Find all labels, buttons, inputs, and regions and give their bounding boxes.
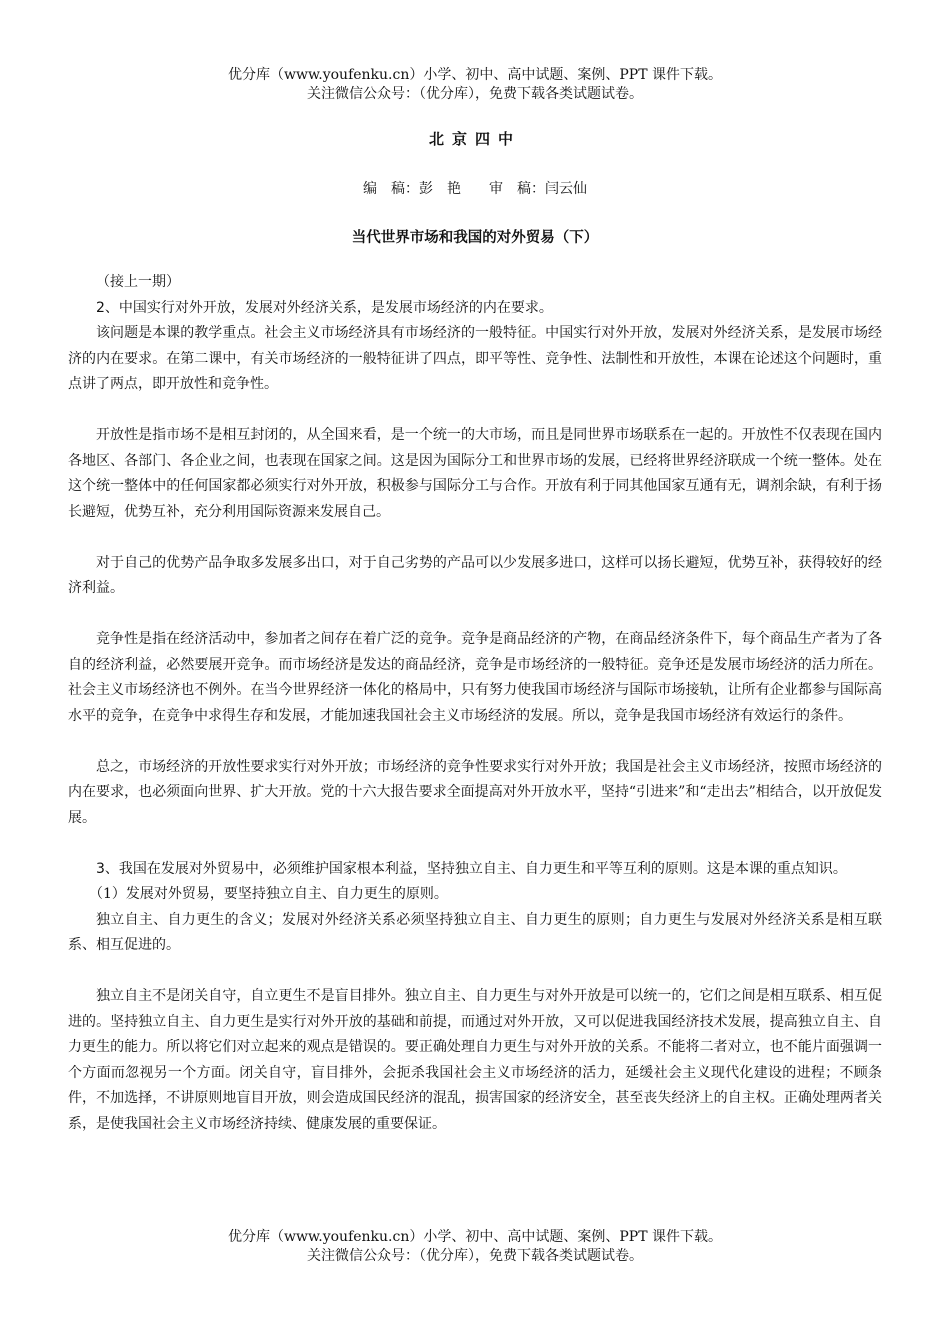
subsection-heading: （1）发展对外贸易，要坚持独立自主、自力更生的原则。 — [89, 886, 448, 902]
paragraph: 该问题是本课的教学重点。社会主义市场经济具有市场经济的一般特征。中国实行对外开放，发展对外经济关系，是发展市场经济的内在要求。在第二课中，有关市场经济的一般特征讲了四点，即平等性、竞争性、法制性和开放性，本课在论述这个问题时，重点讲了两点，即开放性和竞争性。 — [68, 325, 882, 392]
section-heading: 2、中国实行对外开放，发展对外经济关系，是发展市场经济的内在要求。 — [96, 299, 553, 316]
footer-line-1: 优分库（www.youfenku.cn）小学、初中、高中试题、案例、PPT 课件下载。 — [227, 1229, 722, 1245]
section-heading: 3、我国在发展对外贸易中，必须维护国家根本利益，坚持独立自主、自力更生和平等互利的原则。这是本课的重点知识。 — [96, 860, 847, 877]
paragraph: 总之，市场经济的开放性要求实行对外开放；市场经济的竞争性要求实行对外开放；我国是社会主义市场经济，按照市场经济的内在要求，也必须面向世界、扩大开放。党的十六大报告要求全面提高对外开放水平，坚持“引进来”和“走出去”相结合，以开放促发展。 — [68, 758, 882, 826]
article-body — [68, 270, 882, 1137]
paragraph: 独立自主、自力更生的含义；发展对外经济关系必须坚持独立自主、自力更生的原则；自力更生与发展对外经济关系是相互联系、相互促进的。 — [68, 911, 882, 953]
footer-line-2: 关注微信公众号：（优分库），免费下载各类试题试卷。 — [307, 1248, 643, 1264]
page-header — [0, 66, 950, 104]
paragraph: 开放性是指市场不是相互封闭的，从全国来看，是一个统一的大市场，而且是同世界市场联系在一起的。开放性不仅表现在国内各地区、各部门、各企业之间，也表现在国家之间。这是因为国际分工和世界市场的发展，已经将世界经济联成一个统一整体。处在这个统一整体中的任何国家都必须实行对外开放，积极参与国际分工与合作。开放有利于同其他国家互通有无，调剂余缺，有利于扬长避短，优势互补，充分利用国际资源来发展自己。 — [68, 427, 882, 520]
paragraph: （接上一期） — [96, 274, 180, 290]
header-line-2: 关注微信公众号：（优分库），免费下载各类试题试卷。 — [307, 86, 643, 102]
paragraph: 竞争性是指在经济活动中，参加者之间存在着广泛的竞争。竞争是商品经济的产物，在商品经济条件下，每个商品生产者为了各自的经济利益，必然要展开竞争。而市场经济是发达的商品经济，竞争是市场经济的一般特征。竞争还是发展市场经济的活力所在。社会主义市场经济也不例外。在当今世界经济一体化的格局中，只有努力使我国市场经济与国际市场接轨，让所有企业都参与国际高水平的竞争，在竞争中求得生存和发展，才能加速我国社会主义市场经济的发展。所以，竞争是我国市场经济有效运行的条件。 — [68, 631, 882, 724]
paragraph: 独立自主不是闭关自守，自立更生不是盲目排外。独立自主、自力更生与对外开放是可以统一的，它们之间是相互联系、相互促进的。坚持独立自主、自力更生是实行对外开放的基础和前提，而通过对外开放，又可以促进我国经济技术发展，提高独立自主、自力更生的能力。所以将它们对立起来的观点是错误的。要正确处理自力更生与对外开放的关系。不能将二者对立，也不能片面强调一个方面而忽视另一个方面。闭关自守，盲目排外，会扼杀我国社会主义市场经济的活力，延缓社会主义现代化建设的进程；不顾条件，不加选择，不讲原则地盲目开放，则会造成国民经济的混乱，损害国家的经济安全，甚至丧失经济上的自主权。正确处理两者关系，是使我国社会主义市场经济持续、健康发展的重要保证。 — [68, 988, 882, 1132]
page-footer — [0, 1228, 950, 1266]
article-title: 当代世界市场和我国的对外贸易（下） — [351, 230, 599, 246]
school-name: 北京四中 — [428, 130, 521, 148]
paragraph: 对于自己的优势产品争取多发展多出口，对于自己劣势的产品可以少发展多进口，这样可以扬长避短，优势互补，获得较好的经济利益。 — [68, 554, 882, 596]
editors-line: 编 稿：彭 艳 审 稿：闫云仙 — [363, 181, 587, 197]
header-line-1: 优分库（www.youfenku.cn）小学、初中、高中试题、案例、PPT 课件下载。 — [227, 67, 722, 83]
